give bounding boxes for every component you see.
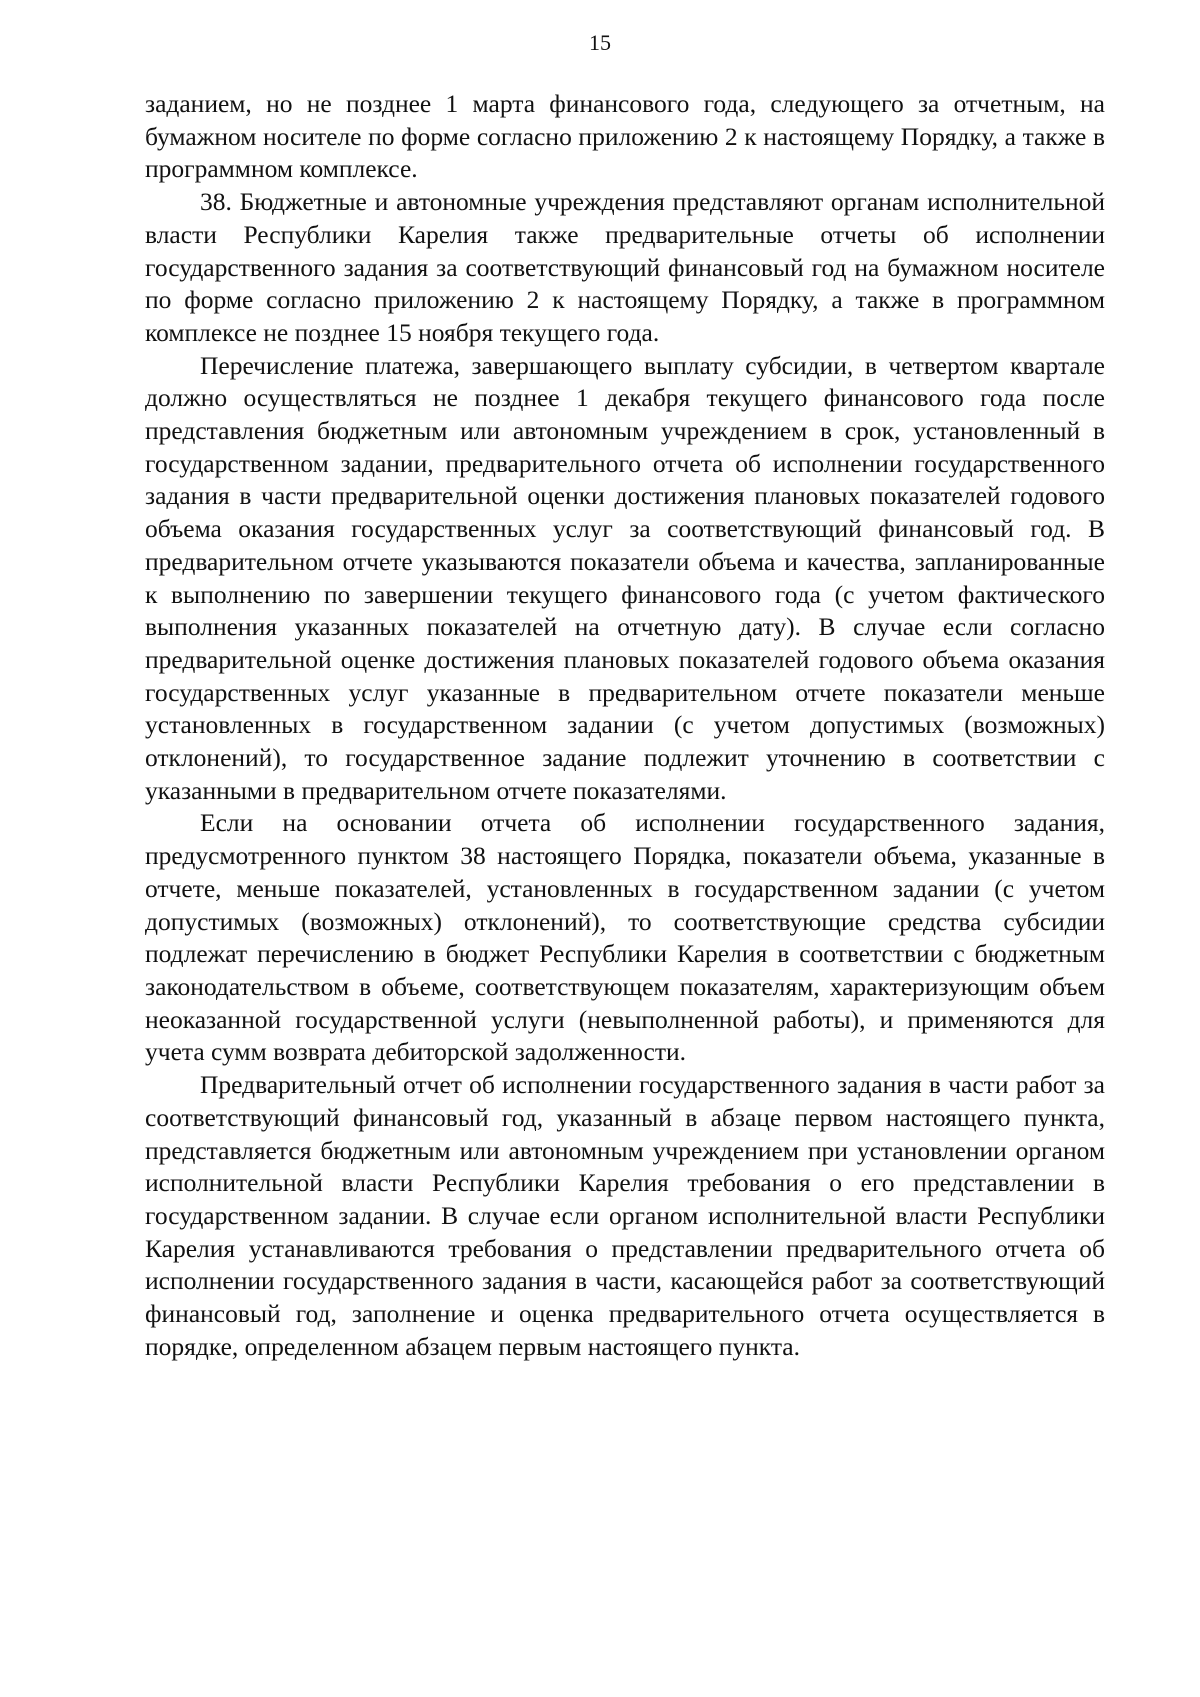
page-number: 15	[589, 30, 611, 55]
document-body	[145, 88, 1105, 1363]
paragraph-preliminary-report-works: Предварительный отчет об исполнении государственного задания в части работ за соответствующий финансовый год, указанный в абзаце первом настоящего пункта, представляется бюджетным или автономным учреждением при установлении органом исполнительной власти Республики Карелия требования о его представлении в государственном задании. В случае если органом исполнительной власти Республики Карелия устанавливаются требования о представлении предварительного отчета об исполнении государственного задания в части, касающейся работ за соответствующий финансовый год, заполнение и оценка предварительного отчета осуществляется в порядке, определенном абзацем первым настоящего пункта.	[145, 1070, 1105, 1361]
paragraph-item-38: 38. Бюджетные и автономные учреждения представляют органам исполнительной власти Республики Карелия также предварительные отчеты об исполнении государственного задания за соответствующий финансовый год на бумажном носителе по форме согласно приложению 2 к настоящему Порядку, а также в программном комплексе не позднее 15 ноября текущего года.	[145, 187, 1105, 347]
paragraph-subsidy-return: Если на основании отчета об исполнении государственного задания, предусмотренного пунктом 38 настоящего Порядка, показатели объема, указанные в отчете, меньше показателей, установленных в государственном задании (с учетом допустимых (возможных) отклонений), то соответствующие средства субсидии подлежат перечислению в бюджет Республики Карелия в соответствии с бюджетным законодательством в объеме, соответствующем показателям, характеризующим объем неоказанной государственной услуги (невыполненной работы), и применяются для учета сумм возврата дебиторской задолженности.	[145, 808, 1105, 1067]
paragraph-final-payment: Перечисление платежа, завершающего выплату субсидии, в четвертом квартале должно осуществляться не позднее 1 декабря текущего финансового года после представления бюджетным или автономным учреждением в срок, установленный в государственном задании, предварительного отчета об исполнении государственного задания в части предварительной оценки достижения плановых показателей годового объема оказания государственных услуг за соответствующий финансовый год. В предварительном отчете указываются показатели объема и качества, запланированные к выполнению по завершении текущего финансового года (с учетом фактического выполнения указанных показателей на отчетную дату). В случае если согласно предварительной оценке достижения плановых показателей годового объема оказания государственных услуг указанные в предварительном отчете показатели меньше установленных в государственном задании (с учетом допустимых (возможных) отклонений), то государственное задание подлежит уточнению в соответствии с указанными в предварительном отчете показателями.	[145, 350, 1105, 805]
paragraph-continuation: заданием, но не позднее 1 марта финансового года, следующего за отчетным, на бумажном носителе по форме согласно приложению 2 к настоящему Порядку, а также в программном комплексе.	[145, 89, 1105, 184]
